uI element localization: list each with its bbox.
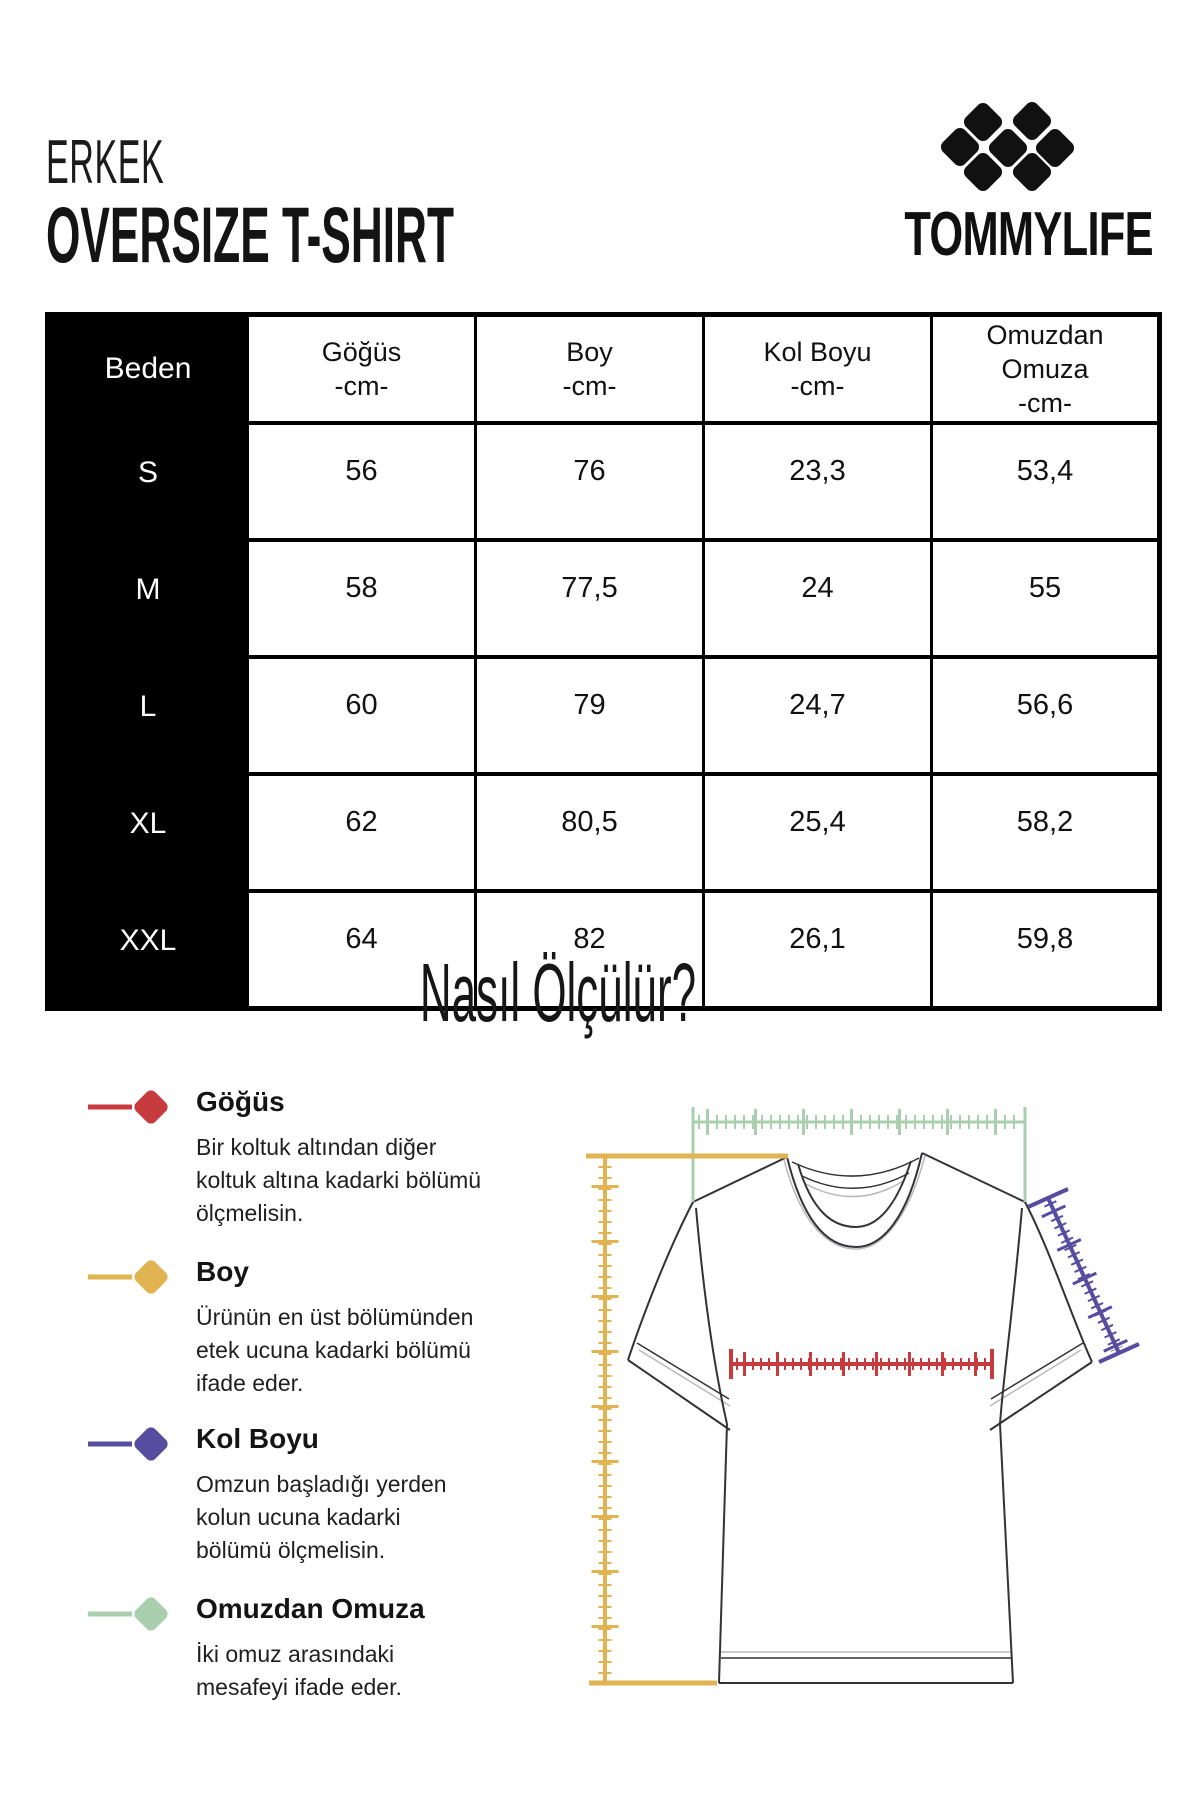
legend-description: Ürünün en üst bölümünden etek ucuna kadarki bölümü ifade eder.	[196, 1304, 474, 1396]
boy-diamond-icon	[75, 1249, 195, 1305]
size-label: XXL	[48, 891, 248, 1009]
value-cell: 64	[248, 891, 476, 1009]
brand-name: TOMMYLIFE	[904, 200, 1153, 269]
gogus-diamond-icon	[75, 1079, 195, 1135]
size-table	[45, 312, 1162, 1011]
column-header-boy: Boy -cm-	[476, 315, 704, 424]
column-header-gogus: Göğüs -cm-	[248, 315, 476, 424]
value-cell: 56	[248, 423, 476, 540]
omuzdan-omuza-diamond-icon	[75, 1586, 195, 1642]
table-row-m	[48, 540, 1160, 657]
legend-description: İki omuz arasındaki mesafeyi ifade eder.	[196, 1641, 402, 1700]
unit-label: -cm-	[562, 371, 617, 401]
table-row-l	[48, 657, 1160, 774]
column-header-omuzdan-omuza: Omuzdan Omuza -cm-	[932, 315, 1160, 424]
size-table-header-row	[48, 315, 1160, 424]
sleeve-ruler	[1028, 1189, 1139, 1362]
unit-label: -cm-	[790, 371, 845, 401]
value-cell: 24	[704, 540, 932, 657]
size-label: XL	[48, 774, 248, 891]
value-cell: 56,6	[932, 657, 1160, 774]
page-title: OVERSIZE T-SHIRT	[46, 190, 455, 279]
tommylife-logo-icon	[930, 85, 1086, 215]
section-title: Nasıl Ölçülür?	[419, 946, 697, 1039]
kol-boyu-diamond-icon	[75, 1416, 195, 1472]
legend-label: Kol Boyu	[196, 1423, 319, 1454]
legend-label: Göğüs	[196, 1086, 285, 1117]
column-header-kol-boyu: Kol Boyu -cm-	[704, 315, 932, 424]
value-cell: 53,4	[932, 423, 1160, 540]
length-ruler	[586, 1156, 788, 1683]
legend-label: Omuzdan Omuza	[196, 1593, 425, 1624]
size-table-corner: Beden	[48, 315, 248, 424]
legend-description: Bir koltuk altından diğer koltuk altına kadarki bölümü ölçmelisin.	[196, 1134, 482, 1226]
value-cell: 80,5	[476, 774, 704, 891]
value-cell: 79	[476, 657, 704, 774]
value-cell: 24,7	[704, 657, 932, 774]
value-cell: 58	[248, 540, 476, 657]
size-label: L	[48, 657, 248, 774]
legend-description: Omzun başladığı yerden kolun ucuna kadarki bölümü ölçmelisin.	[196, 1471, 447, 1563]
value-cell: 25,4	[704, 774, 932, 891]
table-row-s	[48, 423, 1160, 540]
legend-label: Boy	[196, 1256, 249, 1287]
value-cell: 23,3	[704, 423, 932, 540]
tshirt-measure-diagram	[540, 1080, 1200, 1800]
value-cell: 55	[932, 540, 1160, 657]
value-cell: 76	[476, 423, 704, 540]
value-cell: 58,2	[932, 774, 1160, 891]
chest-ruler	[731, 1349, 992, 1379]
category-label: ERKEK	[46, 128, 165, 197]
value-cell: 59,8	[932, 891, 1160, 1009]
table-row-xl	[48, 774, 1160, 891]
value-cell: 26,1	[704, 891, 932, 1009]
size-label: M	[48, 540, 248, 657]
tshirt-drawing	[628, 1153, 1092, 1683]
unit-label: -cm-	[1018, 388, 1072, 418]
unit-label: -cm-	[334, 371, 389, 401]
value-cell: 62	[248, 774, 476, 891]
value-cell: 60	[248, 657, 476, 774]
size-label: S	[48, 423, 248, 540]
value-cell: 82	[476, 891, 704, 1009]
value-cell: 77,5	[476, 540, 704, 657]
